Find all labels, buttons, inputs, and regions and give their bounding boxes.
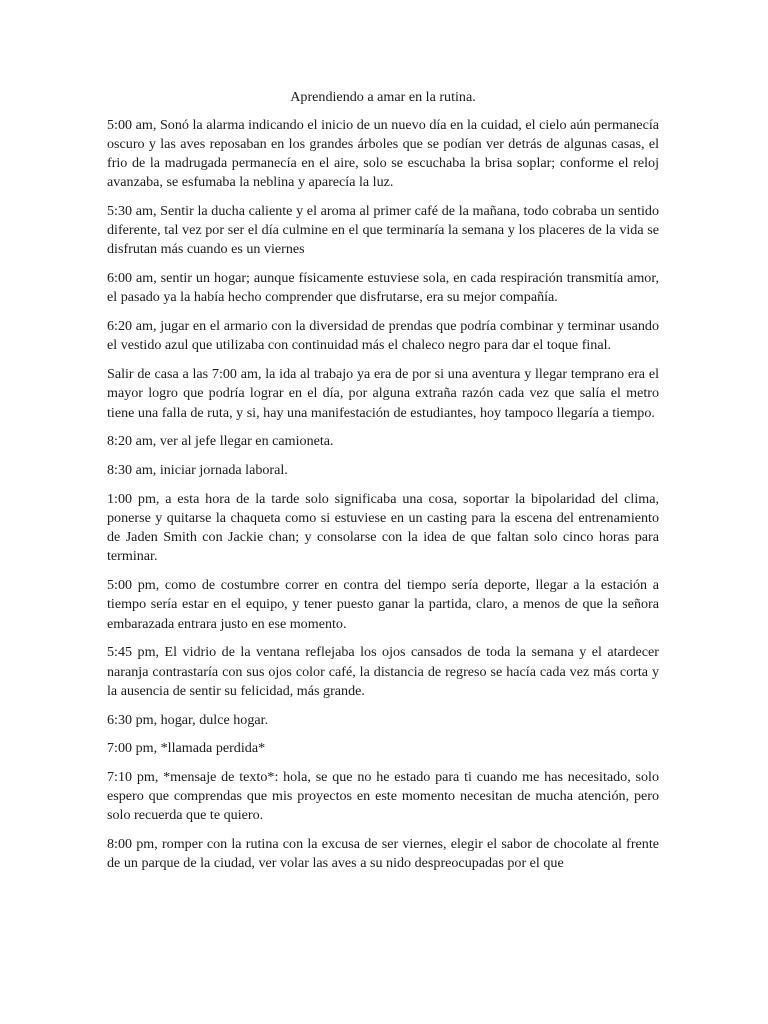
paragraph-0530: 5:30 am, Sentir la ducha caliente y el aroma al primer café de la mañana, todo cobraba un sentido diferente, tal vez por ser el día culmine en el que terminaría la semana y los placeres de la vida se disfrutan más cuando es un viernes: [107, 203, 659, 258]
paragraph-1900: 7:00 pm, *llamada perdida*: [107, 740, 266, 757]
paragraph-0830: 8:30 am, iniciar jornada laboral.: [107, 462, 288, 479]
paragraph-1830: 6:30 pm, hogar, dulce hogar.: [107, 711, 269, 728]
paragraph-2000: 8:00 pm, romper con la rutina con la excusa de ser viernes, elegir el sabor de chocolate al frente de un parque de la ciudad, ver volar las aves a su nido despreocupadas por el que: [107, 836, 659, 872]
paragraph-1745: 5:45 pm, El vidrio de la ventana reflejaba los ojos cansados de toda la semana y el atardecer naranja contrastaría con sus ojos color café, la distancia de regreso se hacía cada vez más corta y la ausencia de sentir su felicidad, más grande.: [107, 644, 659, 699]
paragraph-0700: Salir de casa a las 7:00 am, la ida al trabajo ya era de por si una aventura y llegar temprano era el mayor logro que podría lograr en el día, por alguna extraña razón cada vez que salía el metro tiene una falla de ruta, y si, hay una manifestación de estudiantes, hoy tampoco llegaría a tiempo.: [107, 366, 659, 421]
paragraph-0600: 6:00 am, sentir un hogar; aunque físicamente estuviese sola, en cada respiración transmitía amor, el pasado ya la había hecho comprender que disfrutarse, era su mejor compañía.: [107, 270, 659, 306]
document-page: [107, 88, 659, 883]
paragraph-0620: 6:20 am, jugar en el armario con la diversidad de prendas que podría combinar y terminar usando el vestido azul que utilizaba con continuidad más el chaleco negro para dar el toque final.: [107, 318, 659, 354]
paragraph-0500: 5:00 am, Sonó la alarma indicando el inicio de un nuevo día en la cuidad, el cielo aún permanecía oscuro y las aves reposaban en los grandes árboles que se podían ver detrás de algunas casas, el frio de la madrugada permanecía en el aire, solo se escuchaba la brisa soplar; conforme el reloj avanzaba, se esfumaba la neblina y aparecía la luz.: [107, 117, 659, 191]
paragraph-1910: 7:10 pm, *mensaje de texto*: hola, se que no he estado para ti cuando me has necesitado, solo espero que comprendas que mis proyectos en este momento necesitan de mucha atención, pero solo recuerda que te quiero.: [107, 769, 659, 824]
paragraph-1300: 1:00 pm, a esta hora de la tarde solo significaba una cosa, soportar la bipolaridad del clima, ponerse y quitarse la chaqueta como si estuviese en un casting para la escena del entrenamiento de Jaden Smith con Jackie chan; y consolarse con la idea de que faltan solo cinco horas para terminar.: [107, 491, 659, 565]
paragraph-0820: 8:20 am, ver al jefe llegar en camioneta.: [107, 433, 334, 450]
document-title: Aprendiendo a amar en la rutina.: [290, 89, 476, 105]
paragraph-1700: 5:00 pm, como de costumbre correr en contra del tiempo sería deporte, llegar a la estación a tiempo sería estar en el equipo, y tener puesto ganar la partida, claro, a menos de que la señora embarazada entrara justo en ese momento.: [107, 577, 659, 632]
